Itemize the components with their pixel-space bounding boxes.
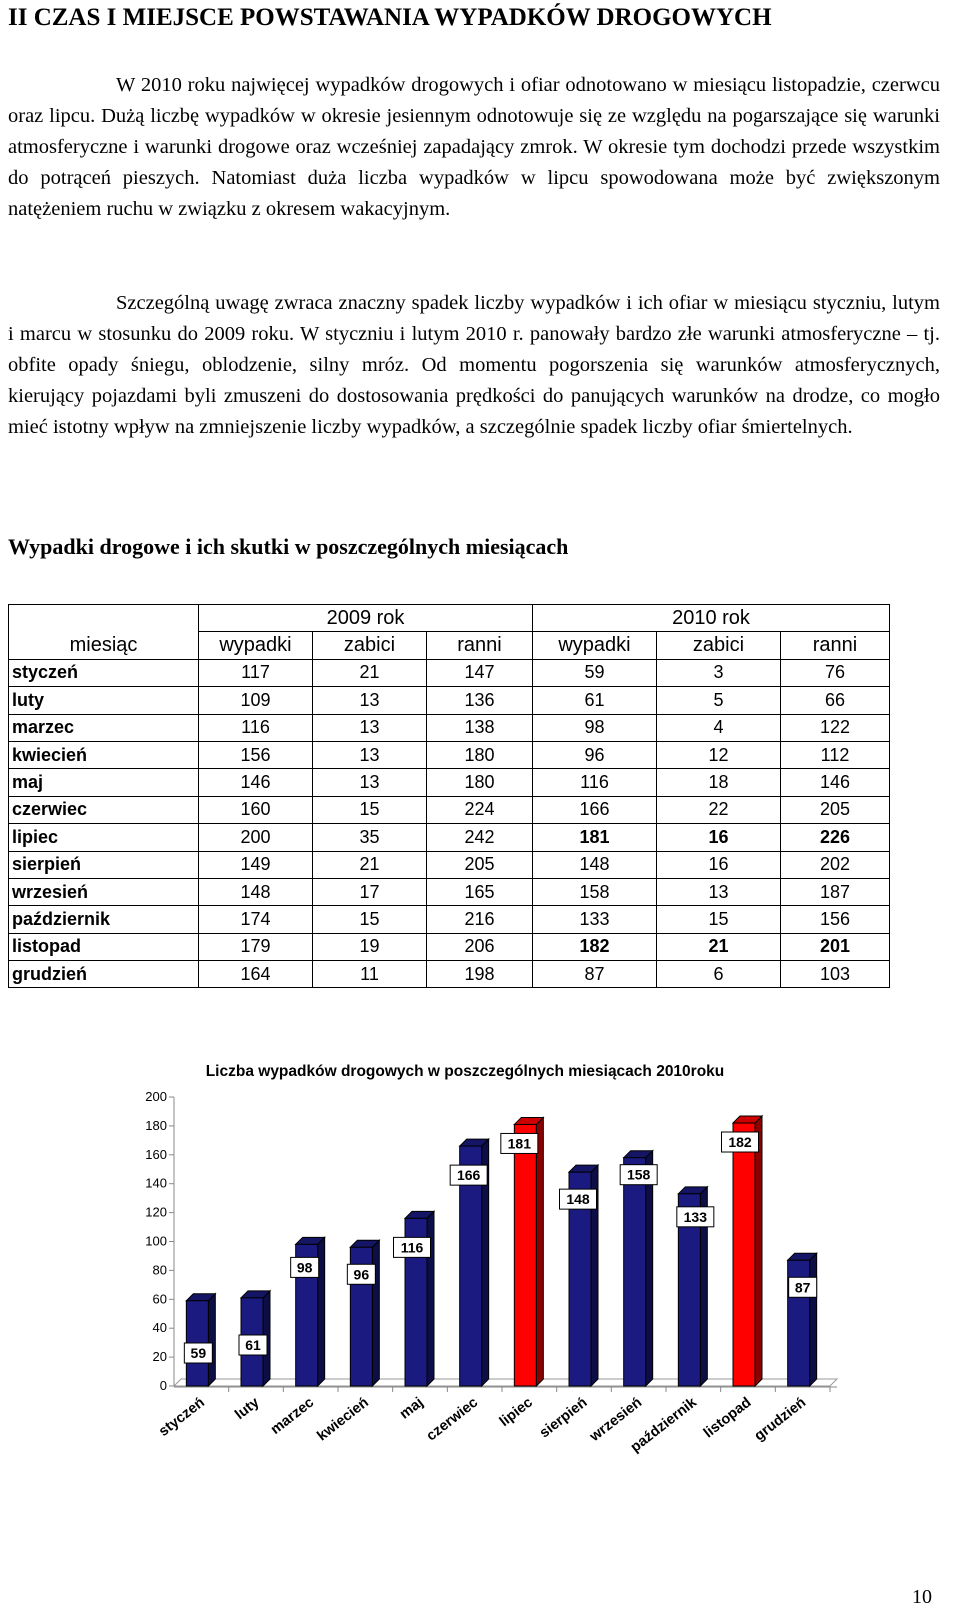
chart-title: Liczba wypadków drogowych w poszczególnych miesiącach 2010roku	[205, 1063, 725, 1080]
value-cell: 59	[533, 659, 657, 686]
table-row	[9, 687, 890, 714]
value-cell: 13	[313, 714, 427, 741]
y-tick-label: 140	[145, 1175, 167, 1191]
value-cell: 156	[199, 741, 313, 768]
value-cell: 19	[313, 933, 427, 960]
data-label: 116	[400, 1239, 424, 1256]
bar-side	[372, 1240, 379, 1386]
y-tick-label: 40	[152, 1320, 167, 1336]
year-2009-header: 2009 rok	[199, 605, 533, 632]
col-header-zabici-2010: zabici	[657, 632, 781, 659]
value-cell: 179	[199, 933, 313, 960]
y-tick-label: 0	[159, 1378, 167, 1393]
value-cell: 3	[657, 659, 781, 686]
x-category-label: czerwiec	[423, 1394, 482, 1445]
x-category-label: sierpień	[536, 1394, 591, 1442]
value-cell: 187	[781, 878, 890, 905]
value-cell: 201	[781, 933, 890, 960]
month-cell: grudzień	[9, 961, 199, 988]
value-cell: 15	[313, 796, 427, 823]
month-cell: listopad	[9, 933, 199, 960]
data-label: 182	[728, 1134, 752, 1151]
month-cell: sierpień	[9, 851, 199, 878]
bar	[514, 1124, 536, 1386]
x-category-label: październik	[627, 1394, 700, 1456]
month-cell: styczeń	[9, 659, 199, 686]
value-cell: 148	[533, 851, 657, 878]
value-cell: 98	[533, 714, 657, 741]
y-tick-label: 200	[145, 1089, 167, 1104]
table-row	[9, 878, 890, 905]
table-row	[9, 796, 890, 823]
value-cell: 16	[657, 824, 781, 851]
value-cell: 16	[657, 851, 781, 878]
value-cell: 165	[427, 878, 533, 905]
data-label: 96	[353, 1266, 370, 1283]
value-cell: 242	[427, 824, 533, 851]
value-cell: 96	[533, 741, 657, 768]
value-cell: 182	[533, 933, 657, 960]
month-cell: kwiecień	[9, 741, 199, 768]
bar-side	[755, 1116, 762, 1386]
value-cell: 22	[657, 796, 781, 823]
x-category-label: wrzesień	[587, 1394, 646, 1445]
table-body	[9, 659, 890, 988]
table-row	[9, 769, 890, 796]
data-label: 98	[296, 1259, 313, 1276]
value-cell: 13	[313, 687, 427, 714]
value-cell: 12	[657, 741, 781, 768]
value-cell: 158	[533, 878, 657, 905]
value-cell: 122	[781, 714, 890, 741]
accidents-table	[8, 604, 890, 988]
value-cell: 146	[199, 769, 313, 796]
value-cell: 4	[657, 714, 781, 741]
x-category-label: marzec	[267, 1394, 318, 1438]
value-cell: 13	[657, 878, 781, 905]
data-label: 87	[794, 1279, 811, 1296]
value-cell: 13	[313, 741, 427, 768]
bar-side	[646, 1151, 653, 1386]
bar-side	[536, 1117, 543, 1386]
table-row	[9, 961, 890, 988]
value-cell: 205	[781, 796, 890, 823]
value-cell: 116	[199, 714, 313, 741]
value-cell: 216	[427, 906, 533, 933]
x-category-label: kwiecień	[314, 1394, 372, 1445]
table-row	[9, 851, 890, 878]
value-cell: 117	[199, 659, 313, 686]
value-cell: 76	[781, 659, 890, 686]
month-cell: maj	[9, 769, 199, 796]
value-cell: 61	[533, 687, 657, 714]
value-cell: 109	[199, 687, 313, 714]
y-tick-label: 180	[145, 1117, 167, 1133]
value-cell: 224	[427, 796, 533, 823]
column-header-row	[9, 632, 890, 659]
table-row	[9, 933, 890, 960]
value-cell: 149	[199, 851, 313, 878]
value-cell: 174	[199, 906, 313, 933]
y-tick-label: 20	[152, 1349, 167, 1365]
table-row	[9, 906, 890, 933]
page-number: 10	[912, 1586, 932, 1608]
value-cell: 206	[427, 933, 533, 960]
table-row	[9, 824, 890, 851]
y-tick-label: 60	[152, 1291, 167, 1307]
value-cell: 198	[427, 961, 533, 988]
value-cell: 160	[199, 796, 313, 823]
y-tick-label: 120	[145, 1204, 167, 1220]
x-category-label: maj	[396, 1394, 427, 1423]
value-cell: 6	[657, 961, 781, 988]
value-cell: 21	[313, 851, 427, 878]
col-header-ranni-2009: ranni	[427, 632, 533, 659]
value-cell: 21	[657, 933, 781, 960]
value-cell: 180	[427, 741, 533, 768]
month-cell: luty	[9, 687, 199, 714]
value-cell: 133	[533, 906, 657, 933]
col-header-wypadki-2010: wypadki	[533, 632, 657, 659]
value-cell: 146	[781, 769, 890, 796]
x-category-label: styczeń	[156, 1394, 208, 1440]
bar	[624, 1158, 646, 1386]
month-cell: lipiec	[9, 824, 199, 851]
paragraph-1: W 2010 roku najwięcej wypadków drogowych i ofiar odnotowano w miesiącu listopadzie, czerwcu oraz lipcu. Dużą liczbę wypadków w okresie jesiennym odnotowuje się ze względu na pogarszające się warunki atmosferyczne i warunki drogowe oraz wcześniej zapadający zmrok. W okresie tym dochodzi przede wszystkim do potrąceń pieszych. Natomiast duża liczba wypadków w lipcu spowodowana może być zwiększonym natężeniem ruchu w związku z okresem wakacyjnym.	[8, 74, 940, 220]
value-cell: 66	[781, 687, 890, 714]
corner-cell	[9, 605, 199, 632]
value-cell: 147	[427, 659, 533, 686]
month-cell: czerwiec	[9, 796, 199, 823]
value-cell: 35	[313, 824, 427, 851]
value-cell: 17	[313, 878, 427, 905]
data-label: 59	[190, 1345, 207, 1361]
col-header-ranni-2010: ranni	[781, 632, 890, 659]
value-cell: 112	[781, 741, 890, 768]
value-cell: 202	[781, 851, 890, 878]
x-category-label: grudzień	[751, 1394, 810, 1445]
value-cell: 116	[533, 769, 657, 796]
col-header-zabici-2009: zabici	[313, 632, 427, 659]
value-cell: 181	[533, 824, 657, 851]
value-cell: 87	[533, 961, 657, 988]
x-category-label: listopad	[700, 1394, 755, 1442]
bar	[733, 1123, 755, 1386]
value-cell: 138	[427, 714, 533, 741]
month-cell: październik	[9, 906, 199, 933]
data-label: 133	[683, 1208, 708, 1225]
paragraph-2: Szczególną uwagę zwraca znaczny spadek liczby wypadków i ich ofiar w miesiącu styczniu, lutym i marcu w stosunku do 2009 roku. W styczniu i lutym 2010 r. panowały bardzo złe warunki atmosferyczne – tj. obfite opady śniegu, oblodzenie, silny mróz. Od momentu pogorszenia się warunków atmosferycznych, kierujący pojazdami byli zmuszeni do dostosowania prędkości do panujących warunków na drodze, co mogło mieć istotny wpływ na zmniejszenie liczby wypadków, a szczególnie spadek liczby ofiar śmiertelnych.	[8, 292, 940, 438]
x-category-label: lipiec	[496, 1394, 536, 1430]
data-label: 158	[626, 1166, 651, 1183]
year-header-row	[9, 605, 890, 632]
table-row	[9, 714, 890, 741]
value-cell: 21	[313, 659, 427, 686]
year-2010-header: 2010 rok	[533, 605, 890, 632]
value-cell: 15	[313, 906, 427, 933]
y-tick-label: 100	[145, 1233, 167, 1249]
section-heading: II CZAS I MIEJSCE POWSTAWANIA WYPADKÓW DROGOWYCH	[8, 4, 772, 31]
month-column-header: miesiąc	[9, 632, 199, 659]
value-cell: 166	[533, 796, 657, 823]
data-label: 181	[507, 1135, 532, 1152]
value-cell: 200	[199, 824, 313, 851]
bar-side	[208, 1294, 215, 1386]
data-label: 148	[566, 1191, 590, 1208]
month-cell: wrzesień	[9, 878, 199, 905]
value-cell: 15	[657, 906, 781, 933]
value-cell: 11	[313, 961, 427, 988]
y-tick-label: 160	[145, 1146, 167, 1162]
bar-chart	[0, 1050, 960, 1520]
value-cell: 226	[781, 824, 890, 851]
value-cell: 156	[781, 906, 890, 933]
value-cell: 136	[427, 687, 533, 714]
col-header-wypadki-2009: wypadki	[199, 632, 313, 659]
x-category-label: luty	[232, 1394, 263, 1424]
data-label: 166	[456, 1167, 481, 1184]
bar-side	[810, 1253, 817, 1386]
value-cell: 103	[781, 961, 890, 988]
value-cell: 148	[199, 878, 313, 905]
table-row	[9, 741, 890, 768]
data-label: 61	[245, 1337, 261, 1353]
table-row	[9, 659, 890, 686]
month-cell: marzec	[9, 714, 199, 741]
value-cell: 164	[199, 961, 313, 988]
value-cell: 5	[657, 687, 781, 714]
value-cell: 18	[657, 769, 781, 796]
value-cell: 205	[427, 851, 533, 878]
value-cell: 180	[427, 769, 533, 796]
table-title: Wypadki drogowe i ich skutki w poszczególnych miesiącach	[8, 534, 569, 559]
value-cell: 13	[313, 769, 427, 796]
y-tick-label: 80	[152, 1262, 167, 1278]
